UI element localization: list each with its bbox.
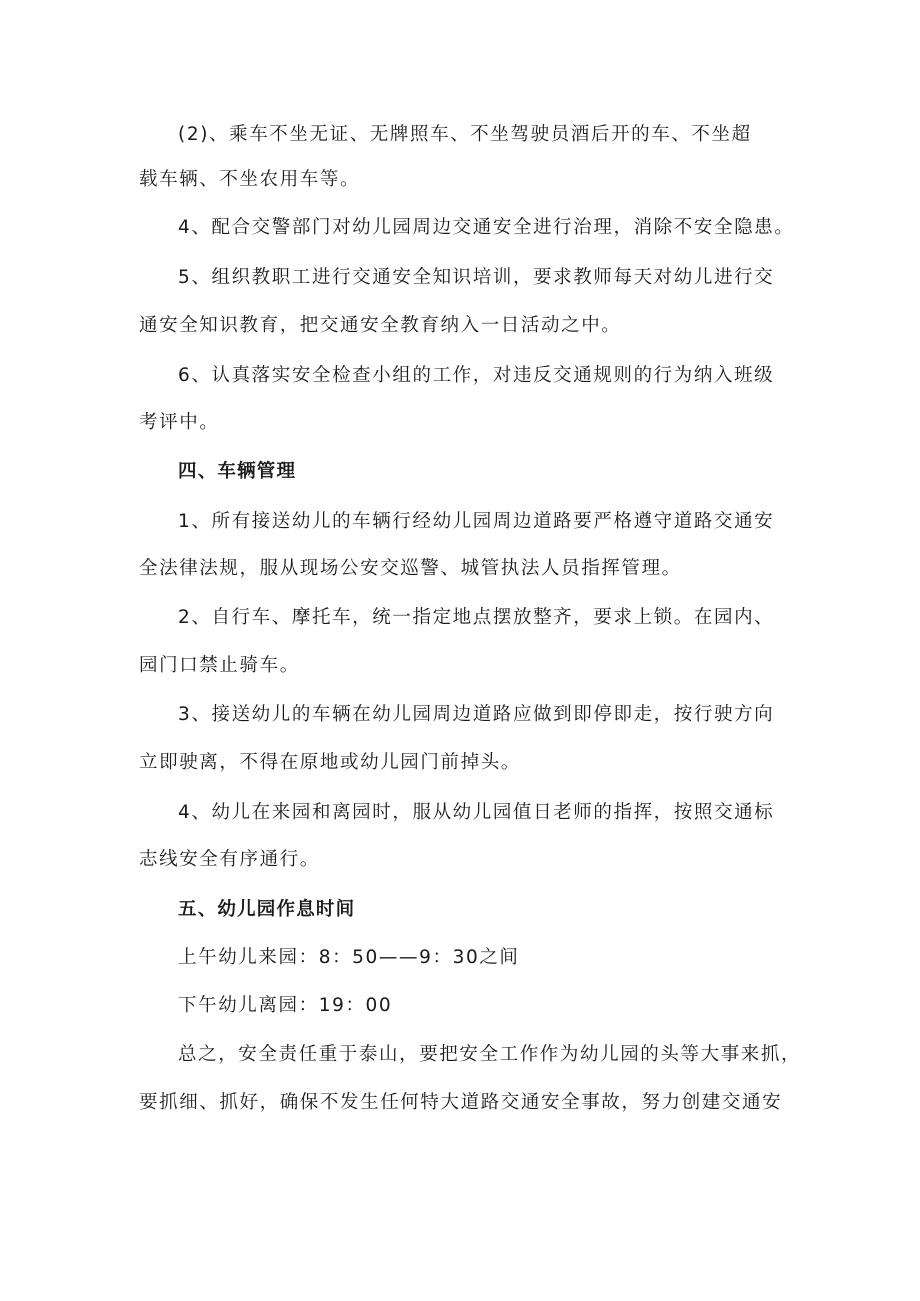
section-heading: 五、幼儿园作息时间: [178, 899, 356, 920]
paragraph-line: 园门口禁止骑车。: [139, 655, 300, 676]
schedule-morning: 上午幼儿来园：8：50——9：30之间: [178, 947, 520, 968]
paragraph-line: 5、组织教职工进行交通安全知识培训，要求教师每天对幼儿进行交: [178, 267, 775, 288]
paragraph-line: 3、接送幼儿的车辆在幼儿园周边道路应做到即停即走，按行驶方向: [178, 704, 775, 725]
paragraph-line: 4、幼儿在来园和离园时，服从幼儿园值日老师的指挥，按照交通标: [178, 802, 775, 823]
paragraph-line: 总之，安全责任重于泰山，要把安全工作作为幼儿园的头等大事来抓，: [178, 1044, 802, 1065]
paragraph-line: (2)、乘车不坐无证、无牌照车、不坐驾驶员酒后开的车、不坐超: [178, 124, 752, 145]
paragraph-line: 6、认真落实安全检查小组的工作，对违反交通规则的行为纳入班级: [178, 365, 775, 386]
paragraph-line: 全法律法规，服从现场公安交巡警、城管执法人员指挥管理。: [139, 558, 682, 579]
section-heading: 四、车辆管理: [178, 461, 297, 482]
paragraph-line: 通安全知识教育，把交通安全教育纳入一日活动之中。: [139, 315, 622, 336]
paragraph-line: 4、配合交警部门对幼儿园周边交通安全进行治理，消除不安全隐患。: [178, 217, 795, 238]
paragraph-line: 志线安全有序通行。: [139, 849, 320, 870]
paragraph-line: 2、自行车、摩托车，统一指定地点摆放整齐，要求上锁。在园内、: [178, 607, 775, 628]
paragraph-line: 载车辆、不坐农用车等。: [139, 169, 361, 190]
schedule-afternoon: 下午幼儿离园：19：00: [178, 995, 393, 1016]
paragraph-line: 1、所有接送幼儿的车辆行经幼儿园周边道路要严格遵守道路交通安: [178, 511, 775, 532]
paragraph-line: 立即驶离，不得在原地或幼儿园门前掉头。: [139, 752, 521, 773]
paragraph-line: 要抓细、抓好，确保不发生任何特大道路交通安全事故，努力创建交通安: [139, 1092, 783, 1113]
paragraph-line: 考评中。: [139, 412, 220, 433]
